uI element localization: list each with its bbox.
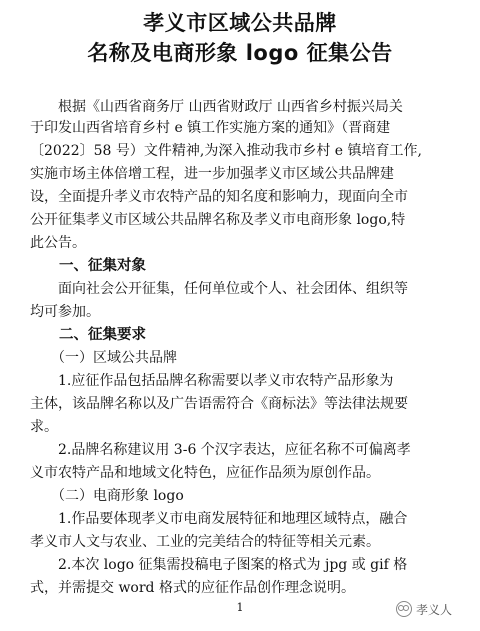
body-line: 设，全面提升孝义市农特产品的知名度和影响力，现面向全市	[30, 189, 408, 205]
body-line: 义市农特产品和地域文化特色，应征作品须为原创作品。	[30, 465, 380, 481]
body-line: 孝义市人文与农业、工业的完美结合的特征等相关元素。	[30, 534, 380, 550]
wechat-icon	[396, 601, 412, 617]
body-line: 1.作品要体现孝义市电商发展特征和地理区域特点，融合	[30, 511, 408, 527]
document-title-line-1: 孝义市区域公共品牌	[143, 11, 337, 35]
body-line: 于印发山西省培育乡村 e 镇工作实施方案的通知》（晋商建	[30, 120, 391, 136]
body-line: 主体，该品牌名称以及广告语需符合《商标法》等法律法规要	[30, 396, 408, 412]
body-line: 2.本次 logo 征集需投稿电子图案的格式为 jpg 或 gif 格	[30, 557, 408, 573]
body-line: 面向社会公开征集，任何单位或个人、社会团体、组织等	[30, 281, 408, 297]
watermark-label: 孝义人	[416, 602, 453, 617]
body-line: （二）电商形象 logo	[30, 488, 184, 504]
body-line: 均可参加。	[30, 304, 100, 320]
body-line: 式，并需提交 word 格式的应征作品创作理念说明。	[30, 580, 355, 596]
body-line: 此公告。	[30, 235, 86, 251]
watermark	[396, 600, 452, 618]
body-line: （一）区域公共品牌	[30, 350, 177, 366]
document-title-line-2: 名称及电商形象 logo 征集公告	[87, 41, 393, 65]
body-line: 实施市场主体倍增工程，进一步加强孝义市区域公共品牌建	[30, 166, 394, 182]
body-line: 求。	[30, 419, 58, 435]
body-line: 1.应征作品包括品牌名称需要以孝义市农特产品形象为	[30, 373, 394, 389]
body-line: 公开征集孝义市区域公共品牌名称及孝义市电商形象 logo,特	[30, 212, 406, 228]
body-line: 根据《山西省商务厅 山西省财政厅 山西省乡村振兴局关	[30, 99, 403, 115]
page-number: 1	[236, 601, 244, 614]
section-heading: 二、征集要求	[30, 327, 146, 343]
section-heading: 一、征集对象	[30, 258, 146, 274]
body-line: 2.品牌名称建议用 3-6 个汉字表达，应征名称不可偏离孝	[30, 442, 411, 458]
body-line: 〔2022〕58 号）文件精神,为深入推动我市乡村 e 镇培育工作,	[30, 143, 422, 159]
